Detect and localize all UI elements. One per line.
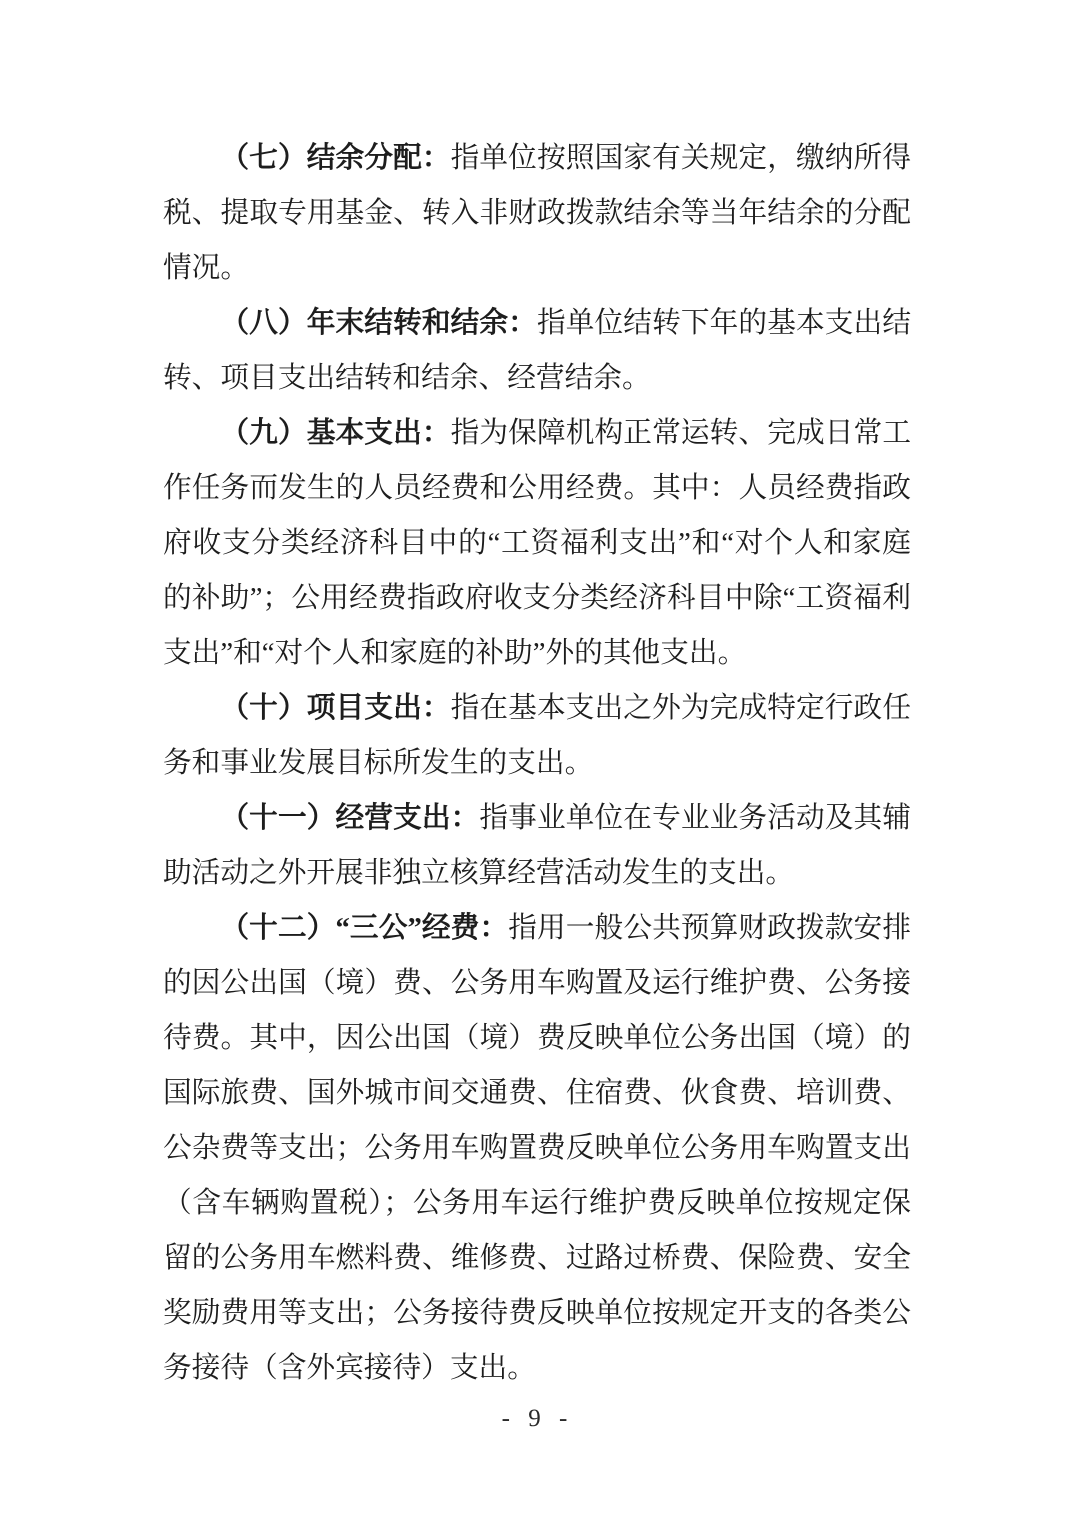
paragraph-7-surplus-distribution — [163, 131, 911, 296]
paragraph-text: 指为保障机构正常运转、完成日常工作任务而发生的人员经费和公用经费。其中：人员经费指政府收支分类经济科目中的“工资福利支出”和“对个人和家庭的补助”；公用经费指政府收支分类经济科目中除“工资福利支出”和“对个人和家庭的补助”外的其他支出。 — [163, 417, 912, 669]
paragraph-heading: （十）项目支出： — [220, 692, 451, 724]
paragraph-heading: （十二）“三公”经费： — [220, 912, 509, 944]
paragraph-heading: （七）结余分配： — [220, 142, 451, 174]
paragraph-heading: （九）基本支出： — [220, 417, 451, 449]
paragraph-8-year-end-carryover — [163, 296, 911, 406]
paragraph-9-basic-expenditure — [163, 406, 911, 681]
paragraph-10-project-expenditure — [163, 681, 911, 791]
paragraph-text: 指事业单位在专业业务活动及其辅助活动之外开展非独立核算经营活动发生的支出。 — [163, 802, 912, 889]
paragraph-text: 指在基本支出之外为完成特定行政任务和事业发展目标所发生的支出。 — [163, 692, 912, 779]
paragraph-heading: （八）年末结转和结余： — [220, 307, 537, 339]
paragraph-12-three-public-funds — [163, 901, 911, 1396]
page-number: - 9 - — [501, 1405, 574, 1432]
paragraph-11-operating-expenditure — [163, 791, 911, 901]
paragraph-text: 指单位结转下年的基本支出结转、项目支出结转和结余、经营结余。 — [163, 307, 912, 394]
document-body — [163, 131, 911, 1396]
paragraph-text: 指单位按照国家有关规定，缴纳所得税、提取专用基金、转入非财政拨款结余等当年结余的分配情况。 — [163, 142, 912, 284]
paragraph-heading: （十一）经营支出： — [220, 802, 480, 834]
paragraph-text: 指用一般公共预算财政拨款安排的因公出国（境）费、公务用车购置及运行维护费、公务接待费。其中，因公出国（境）费反映单位公务出国（境）的国际旅费、国外城市间交通费、住宿费、伙食费、培训费、公杂费等支出；公务用车购置费反映单位公务用车购置支出（含车辆购置税）；公务用车运行维护费反映单位按规定保留的公务用车燃料费、维修费、过路过桥费、保险费、安全奖励费用等支出；公务接待费反映单位按规定开支的各类公务接待（含外宾接待）支出。 — [163, 912, 912, 1384]
